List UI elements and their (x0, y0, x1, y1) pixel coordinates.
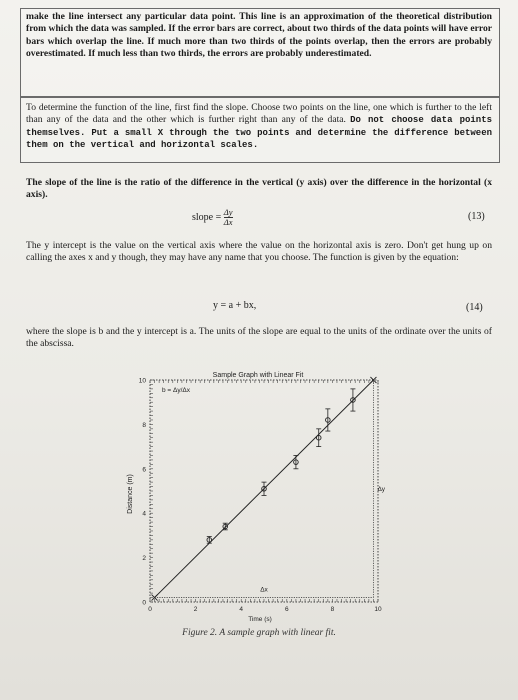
y-tick-label: 8 (142, 421, 146, 429)
paragraph-y-intercept: The y intercept is the value on the vertical axis where the value on the horizontal axis is zero. Don't get hung up on calling the axes x and y though, they may have any name that you choose. The function is given by the equation: (26, 240, 492, 264)
paragraph-determine-line (26, 102, 492, 152)
equation-13-number: (13) (468, 211, 485, 222)
eq13-fraction (224, 208, 233, 227)
y-tick-label: 0 (142, 599, 146, 607)
p2-text-b: Do not choose data points themselves. Put a small X through the two points and determine the difference between them on the vertical and horizontal scales. (26, 115, 493, 151)
delta-y-label: Δy (377, 485, 386, 493)
paragraph-error-bars: make the line intersect any particular data point. This line is an approximation of the theoretical distribution from which the data was sampled. If the error bars are correct, about two thirds of the data points will have error bars which overlap the line. If much more than two thirds of the points overlap, then the errors are probably overestimated. If much less than two thirds, the errors are probably underestimated. (26, 11, 492, 60)
paragraph-slope-units: where the slope is b and the y intercept is a. The units of the slope are equal to the units of the ordinate over the units of the abscissa. (26, 326, 492, 350)
delta-x-label: Δx (260, 586, 268, 594)
chart-ylabel: Distance (m) (127, 474, 134, 514)
y-tick-label: 2 (142, 555, 146, 563)
y-tick-label: 10 (138, 377, 146, 385)
y-tick-label: 6 (142, 466, 146, 474)
chart-title: Sample Graph with Linear Fit (212, 372, 304, 379)
chart-xlabel: Time (s) (248, 616, 272, 623)
x-tick-label: 0 (148, 606, 152, 613)
equation-14: y = a + bx, (213, 300, 257, 311)
equation-13 (192, 208, 233, 227)
eq13-numerator: Δy (223, 207, 233, 217)
y-tick-label: 4 (142, 510, 146, 518)
equation-14-number: (14) (466, 302, 483, 313)
x-tick-label: 6 (284, 606, 289, 613)
p2-text-a: To determine the function of the line, first find the slope. Choose two points on the line, one which is further to the left than any of the data and the other which is further right than any of the data. (26, 102, 492, 126)
x-tick-label: 2 (193, 606, 198, 613)
x-tick-label: 8 (330, 606, 335, 613)
slope-annotation: b = Δy/Δx (162, 387, 191, 394)
x-tick-label: 4 (239, 606, 244, 613)
sample-graph (120, 368, 390, 626)
x-tick-label: 10 (374, 606, 382, 613)
eq13-lhs: slope = (192, 211, 222, 223)
figure-caption: Figure 2. A sample graph with linear fit. (182, 628, 336, 638)
paragraph-slope-definition: The slope of the line is the ratio of the difference in the vertical (y axis) over the difference in the horizontal (x axis). (26, 177, 492, 201)
eq13-denominator: Δx (223, 217, 233, 227)
